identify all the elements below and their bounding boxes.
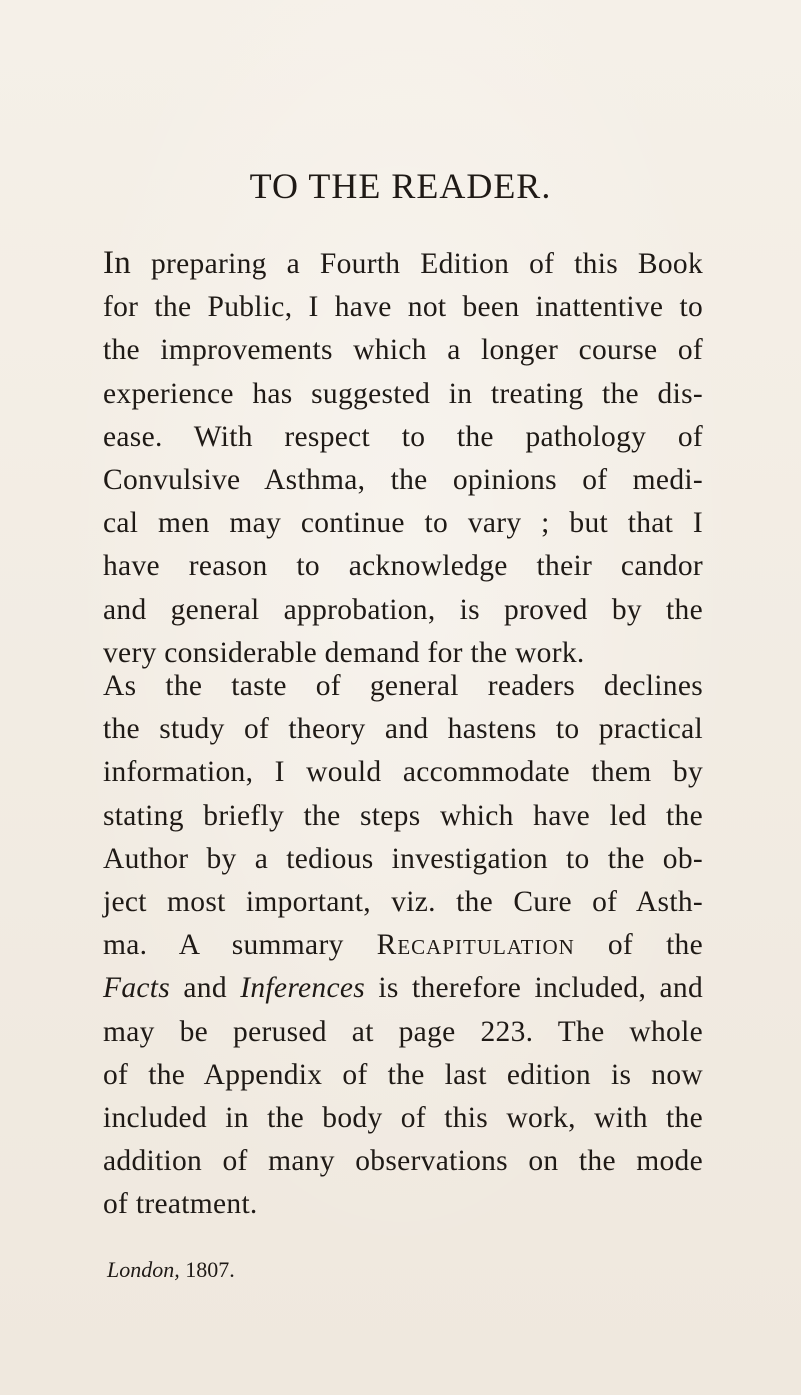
paragraph-2-line: Author by a tedious investigation to the ob- <box>103 842 703 875</box>
line-text: and <box>170 972 241 1005</box>
drop-cap: In <box>103 245 132 281</box>
paragraph-2-line: the study of theory and hastens to practical <box>103 713 703 746</box>
italic-term: Inferences <box>240 972 366 1005</box>
paragraph-1-line: experience has suggested in treating the dis- <box>103 377 703 410</box>
paragraph-2-line: addition of many observations on the mode <box>103 1145 703 1178</box>
paragraph-2-line: included in the body of this work, with the <box>103 1102 703 1135</box>
italic-term: Facts <box>103 972 171 1005</box>
paragraph-2-line: may be perused at page 223. The whole <box>103 1015 703 1048</box>
signoff <box>107 1257 235 1283</box>
paragraph-1-line: very considerable demand for the work. <box>103 636 585 669</box>
paragraph-2-line <box>103 924 703 967</box>
paragraph-1-line: Convulsive Asthma, the opinions of medi- <box>103 464 703 497</box>
paragraph-2 <box>103 665 703 1227</box>
paragraph-2-line: information, I would accommodate them by <box>103 756 703 789</box>
paragraph-1-line: and general approbation, is proved by the <box>103 593 703 626</box>
signoff-place: London, <box>107 1257 180 1282</box>
line-text: ma. A summary <box>103 929 377 962</box>
paragraph-2-line <box>103 967 703 1010</box>
page-heading: TO THE READER. <box>249 166 552 206</box>
paragraph-1-line <box>103 242 703 286</box>
paragraph-1-line: cal men may continue to vary ; but that I <box>103 507 703 540</box>
paragraph-1-line: the improvements which a longer course of <box>103 334 703 367</box>
paragraph-1-line: ease. With respect to the pathology of <box>103 420 703 453</box>
paragraph-2-line: of the Appendix of the last edition is now <box>103 1058 703 1091</box>
small-caps-term: Recapitulation <box>376 929 575 962</box>
paragraph-1-line: have reason to acknowledge their candor <box>103 550 703 583</box>
line-text: of the <box>574 929 704 962</box>
paragraph-2-line: As the taste of general readers declines <box>103 670 703 702</box>
paragraph-1-line: for the Public, I have not been inattentive to <box>103 291 703 324</box>
line-text: preparing a Fourth Edition of this Book <box>131 248 703 280</box>
paragraph-1 <box>103 242 703 675</box>
paragraph-2-line: of treatment. <box>103 1188 258 1221</box>
paragraph-2-line: stating briefly the steps which have led the <box>103 799 703 832</box>
paragraph-2-line: ject most important, viz. the Cure of Asth- <box>103 886 703 919</box>
line-text: is therefore included, and <box>365 972 703 1005</box>
signoff-year: 1807. <box>179 1257 235 1282</box>
